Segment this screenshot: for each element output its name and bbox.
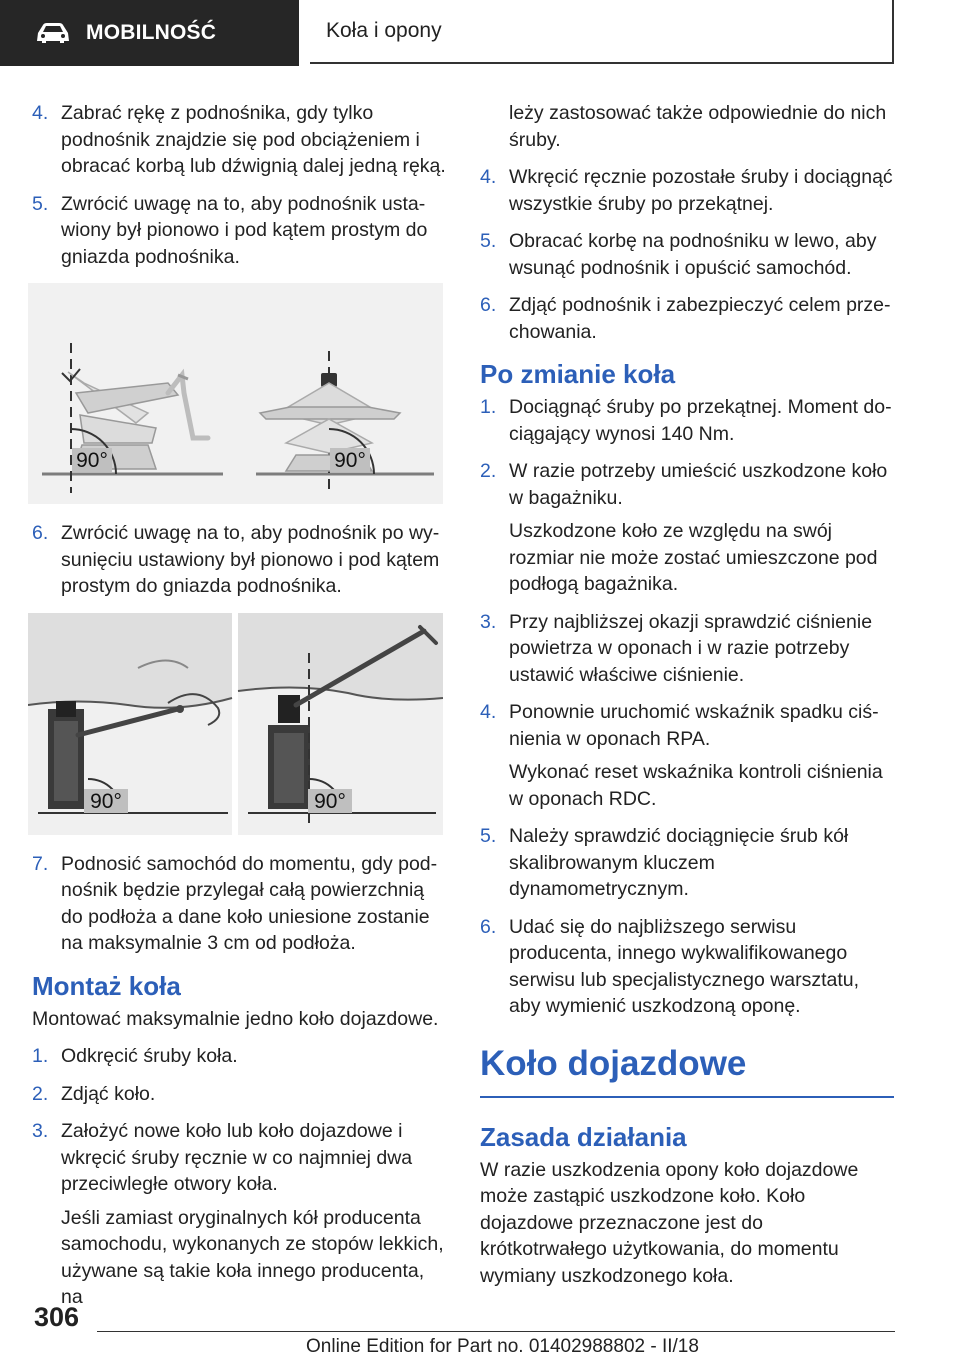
angle-label: 90° — [90, 789, 122, 813]
step-number: 1. — [480, 396, 497, 418]
step-number: 7. — [32, 852, 49, 875]
step-number: 4. — [480, 166, 497, 188]
step-number: 4. — [32, 102, 49, 124]
step-number: 6. — [480, 915, 497, 938]
step-text: Założyć nowe koło lub koło dojazdowe i wkręcić śruby ręcznie w co najmniej dwa przeciwległe otwory koła. — [61, 1120, 413, 1195]
list-item — [32, 100, 446, 180]
step-text: leży zastosować także odpowiednie do nich śruby. — [509, 102, 887, 151]
list-item — [32, 1043, 446, 1070]
list-item-continuation — [480, 100, 894, 153]
right-column — [480, 100, 894, 1300]
step-text: Zwrócić uwagę na to, aby podnośnik ustawiony był pionowo i pod kątem prostym do gniazda podnośnika. — [61, 192, 428, 268]
step-text: Zdjąć podnośnik i zabezpieczyć celem przechowania. — [509, 294, 891, 343]
section-heading: Zasada działania — [480, 1121, 687, 1152]
step-number: 6. — [480, 294, 497, 316]
step-number: 4. — [480, 701, 497, 723]
paragraph: W razie uszkodzenia opony koło dojazdowe może zastąpić uszkodzone koło. Koło dojazdowe przeznaczone jest do krótkotrwałego użytkowania, do momentu wymiany uszkodzonego koła. — [480, 1158, 859, 1287]
step-text: Podnosić samochód do momentu, gdy podnośnik będzie przylegał całą powierzchnią do podłoża a dane koło uniesione zostanie na maksymalnie 3 cm od podłoża. — [61, 852, 438, 954]
edition-text: Online Edition for Part no. 01402988802 - II/18 — [306, 1336, 699, 1357]
step-number: 5. — [480, 230, 497, 252]
angle-label: 90° — [76, 449, 108, 472]
step-text: Należy sprawdzić dociągnięcie śrub kół skalibrowanym kluczem dynamometrycznym. — [509, 825, 849, 900]
jack-under-car-illustration — [28, 613, 443, 835]
list-item — [480, 609, 894, 689]
step-number: 2. — [32, 1082, 49, 1105]
step-text: W razie potrzeby umieścić uszkodzone koło w bagażniku. — [509, 460, 888, 509]
step-note: Jeśli zamiast oryginalnych kół producenta samochodu, wykonanych ze stopów lekkich, używane są takie koła innego producenta, na — [61, 1206, 444, 1308]
step-text: Ponownie uruchomić wskaźnik spadku ciśnienia w oponach RPA. — [509, 701, 879, 750]
section-heading: Po zmianie koła — [480, 359, 676, 389]
section-header — [0, 0, 299, 66]
step-number: 3. — [480, 610, 497, 633]
step-text: Przy najbliższej okazji sprawdzić ciśnienie powietrza w oponach i w razie potrzeby ustawić właściwe ciśnienie. — [509, 610, 873, 686]
list-item — [480, 394, 894, 447]
page-number: 306 — [34, 1302, 80, 1332]
step-text: Zdjąć koło. — [61, 1082, 156, 1105]
list-item — [32, 191, 446, 271]
step-text: Udać się do najbliższego serwisu producenta, innego wykwalifikowanego serwisu lub specjalistycznego warsztatu, aby wymienić uszkodzoną oponę. — [509, 915, 860, 1017]
step-text: Zwrócić uwagę na to, aby podnośnik po wysunięciu ustawiony był pionowo i pod kątem prostym do gniazda podnośnika. — [61, 522, 440, 597]
step-text: Zabrać rękę z podnośnika, gdy tylko podnośnik znajdzie się pod obciążeniem i obracać korbą lub dźwignią dalej jedną ręką. — [61, 102, 446, 177]
step-text: Wkręcić ręcznie pozostałe śruby i dociągnąć wszystkie śruby po przekątnej. — [509, 166, 893, 215]
list-item — [480, 164, 894, 217]
list-item — [480, 823, 894, 903]
step-number: 3. — [32, 1120, 49, 1142]
subsection-title: Koła i opony — [326, 19, 442, 42]
step-text: Odkręcić śruby koła. — [61, 1045, 238, 1067]
step-note: Wykonać reset wskaźnika kontroli ciśnienia w oponach RDC. — [509, 761, 883, 810]
footer-divider — [97, 1331, 895, 1332]
car-icon — [34, 21, 72, 45]
list-item — [32, 520, 446, 600]
list-item — [480, 914, 894, 1020]
list-item — [32, 1081, 446, 1108]
left-column — [32, 100, 446, 1322]
list-item — [480, 699, 894, 812]
list-item — [480, 228, 894, 281]
step-number: 5. — [32, 192, 49, 215]
paragraph: Montować maksymalnie jedno koło dojazdowe. — [32, 1007, 439, 1030]
angle-label: 90° — [314, 789, 346, 813]
step-text: Dociągnąć śruby po przekątnej. Moment dociągający wynosi 140 Nm. — [509, 396, 892, 445]
step-number: 2. — [480, 460, 497, 482]
list-item — [32, 851, 446, 957]
step-number: 5. — [480, 825, 497, 847]
jack-angle-illustration — [28, 283, 443, 504]
section-heading: Montaż koła — [32, 970, 181, 1001]
chapter-heading: Koło dojazdowe — [480, 1044, 894, 1098]
list-item — [480, 458, 894, 598]
step-number: 1. — [32, 1045, 49, 1067]
list-item — [32, 1118, 446, 1311]
list-item — [480, 292, 894, 345]
section-title: MOBILNOŚĆ — [86, 21, 217, 44]
step-number: 6. — [32, 522, 49, 544]
step-text: Obracać korbę na podnośniku w lewo, aby wsunąć podnośnik i opuścić samochód. — [509, 230, 877, 279]
step-note: Uszkodzone koło ze względu na swój rozmiar nie może zostać umieszczone pod podłogą bagażnika. — [509, 520, 878, 595]
subsection-header — [310, 0, 894, 64]
angle-label: 90° — [334, 449, 366, 472]
